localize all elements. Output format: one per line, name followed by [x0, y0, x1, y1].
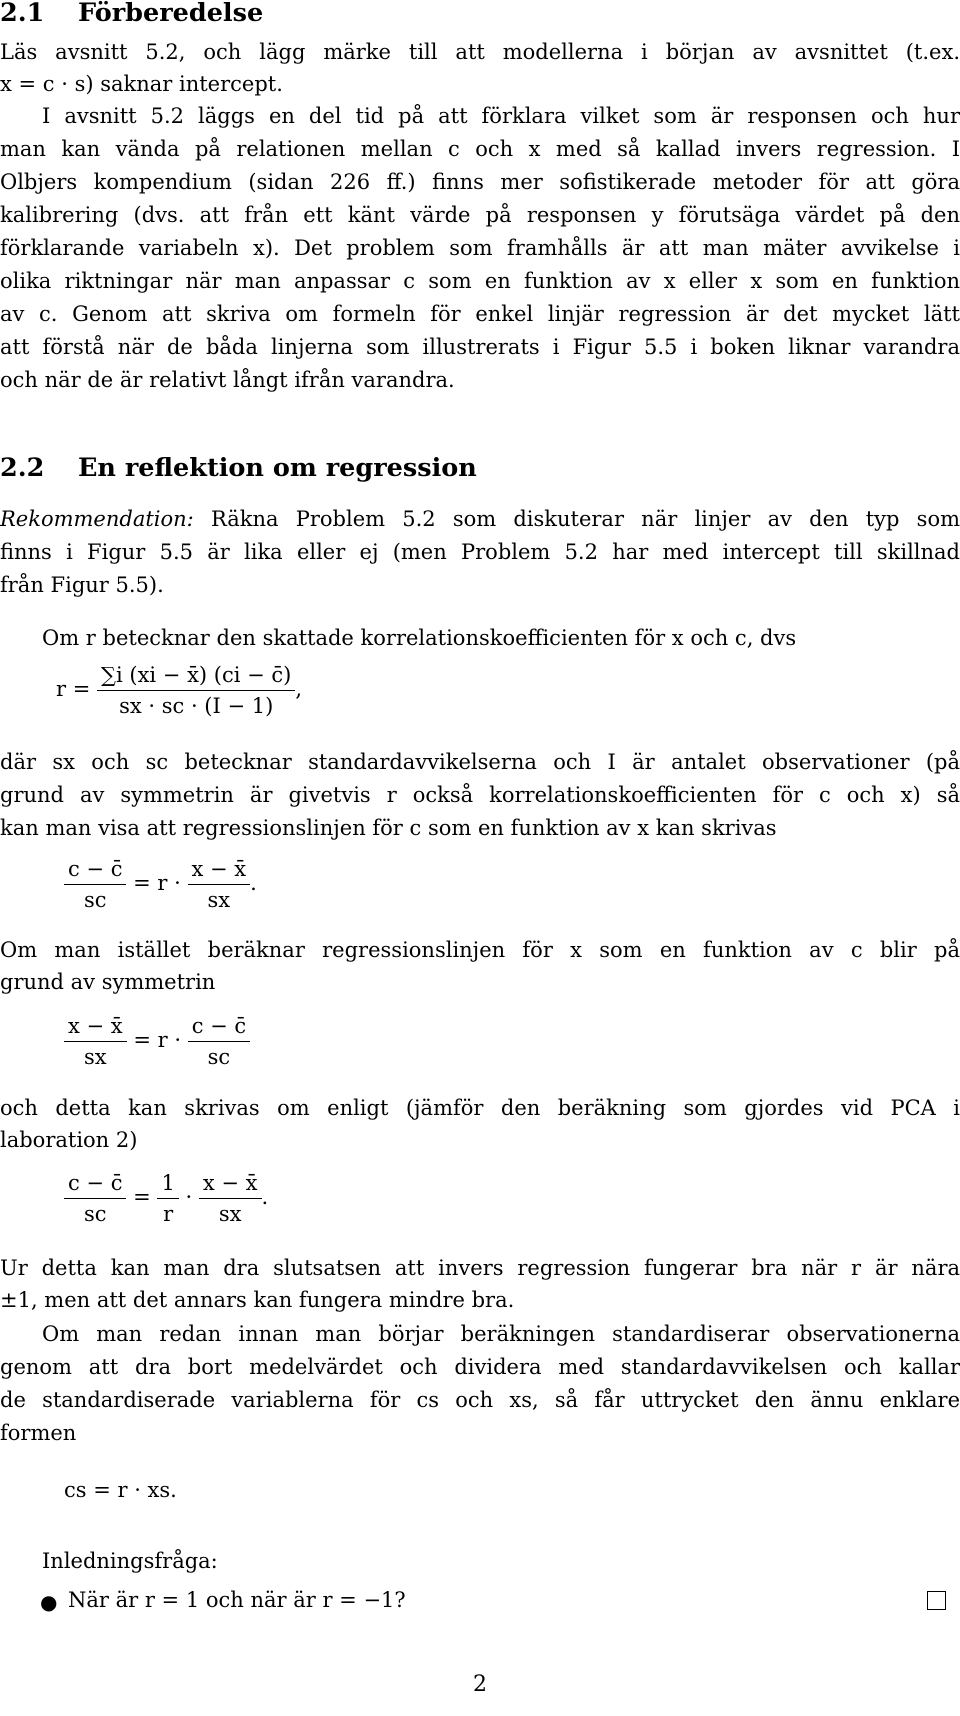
section-heading — [0, 453, 477, 483]
fraction — [188, 1011, 250, 1072]
text-line: Läs avsnitt 5.2, och lägg märke till att modellerna i början av avsnittet (t.ex. — [0, 40, 960, 64]
paragraph-conclusion-end — [0, 1284, 960, 1317]
text-line: de standardiserade variablerna för cs och xs, så får uttrycket den ännu enklare — [0, 1388, 960, 1412]
text-line: laboration 2) — [0, 1128, 138, 1152]
recommendation-label: Rekommendation: — [0, 507, 194, 531]
intro-paragraph — [0, 36, 960, 69]
equation-inverse — [64, 1168, 268, 1229]
fraction — [97, 660, 295, 721]
text-line: Om r betecknar den skattade korrelationskoefficienten för x och c, dvs — [42, 626, 797, 650]
equation-trail: , — [295, 677, 303, 701]
paragraph-definitions — [0, 746, 960, 812]
recommendation-paragraph-end — [0, 569, 960, 602]
fraction-numerator: x − x̄ — [188, 854, 251, 885]
fraction-denominator: sx — [218, 1202, 242, 1226]
fraction — [64, 1011, 127, 1072]
paragraph-inverse-regression-end — [0, 364, 960, 397]
fraction-denominator: sc — [207, 1045, 231, 1069]
text-line: Olbjers kompendium (sidan 226 ff.) finns mer sofistikerade metoder för att göra — [0, 170, 960, 194]
equation-regression-c — [64, 854, 257, 915]
equation-operator: = r · — [133, 871, 181, 895]
fraction — [64, 1168, 126, 1229]
page-number: 2 — [473, 1672, 487, 1697]
equation-operator: = r · — [133, 1028, 181, 1052]
section-heading — [0, 0, 263, 28]
fraction-denominator: sx — [84, 1045, 107, 1069]
text-line: finns i Figur 5.5 är lika eller ej (men Problem 5.2 har med intercept till skillnad — [0, 540, 960, 564]
text-line: och detta kan skrivas om enligt (jämför den beräkning som gjordes vid PCA i — [0, 1096, 960, 1120]
fraction-numerator: x − x̄ — [199, 1168, 262, 1199]
correlation-intro — [0, 622, 960, 655]
text-line: där sx och sc betecknar standardavvikelserna och I är antalet observationer (på — [0, 750, 960, 774]
fraction — [188, 854, 251, 915]
text-line: kalibrering (dvs. att från ett känt värde på responsen y förutsäga värdet på den — [0, 203, 960, 227]
equation-lhs: r = — [56, 677, 91, 701]
text-line: grund av symmetrin är givetvis r också korrelationskoefficienten för c och x) så — [0, 783, 960, 807]
fraction-numerator: c − c̄ — [64, 854, 126, 885]
text-line: I avsnitt 5.2 läggs en del tid på att förklara vilket som är responsen och hur — [42, 104, 960, 128]
text-line: x = c · s) saknar intercept. — [0, 72, 283, 96]
equation-text: cs = r · xs. — [64, 1478, 177, 1502]
intro-paragraph-end — [0, 68, 960, 101]
text-line: att förstå när de båda linjerna som illustrerats i Figur 5.5 i boken liknar varandra — [0, 335, 960, 359]
fraction-numerator: c − c̄ — [64, 1168, 126, 1199]
paragraph-conclusion — [0, 1252, 960, 1285]
fraction — [64, 854, 126, 915]
fraction-numerator: c − c̄ — [188, 1011, 250, 1042]
text-line: av c. Genom att skriva om formeln för enkel linjär regression är det mycket lätt — [0, 302, 960, 326]
fraction-denominator: sc — [83, 888, 107, 912]
paragraph-rewrite — [0, 1092, 960, 1125]
equation-trail: . — [250, 871, 257, 895]
text-line: Om man istället beräknar regressionslinjen för x som en funktion av c blir på — [0, 938, 960, 962]
equation-regression-x — [64, 1011, 250, 1072]
intro-question-label — [0, 1545, 960, 1578]
fraction-denominator: sx — [207, 888, 231, 912]
equation-correlation — [56, 660, 302, 721]
paragraph-inverse-regression — [0, 100, 960, 364]
equation-operator: = — [133, 1185, 151, 1209]
section-number: 2.2 — [0, 453, 45, 483]
paragraph-rewrite-end — [0, 1124, 960, 1157]
text-line: genom att dra bort medelvärdet och dividera med standardavvikelsen och kallar — [0, 1355, 960, 1379]
text-line: olika riktningar när man anpassar c som en funktion av x eller x som en funktion — [0, 269, 960, 293]
fraction — [157, 1168, 178, 1229]
paragraph-symmetry-end — [0, 966, 960, 999]
fraction — [199, 1168, 262, 1229]
text-line: förklarande variabeln x). Det problem som framhålls är att man mäter avvikelse i — [0, 236, 960, 260]
text-line: Rekommendation: Räkna Problem 5.2 som diskuterar när linjer av den typ som — [0, 507, 960, 531]
equation-trail: . — [261, 1185, 269, 1209]
equation-standardized — [64, 1478, 177, 1502]
text-line: Inledningsfråga: — [42, 1549, 218, 1573]
text-line: grund av symmetrin — [0, 970, 216, 994]
section-title: Förberedelse — [78, 0, 264, 28]
text-line: ±1, men att det annars kan fungera mindre bra. — [0, 1288, 515, 1312]
section-title: En reflektion om regression — [78, 453, 477, 483]
recommendation-paragraph — [0, 503, 960, 569]
fraction-numerator: x − x̄ — [64, 1011, 127, 1042]
fraction-denominator: sc — [83, 1202, 107, 1226]
answer-checkbox[interactable] — [927, 1591, 946, 1610]
question-item — [68, 1584, 768, 1617]
text-line: Om man redan innan man börjar beräkningen standardiserar observationerna — [42, 1322, 960, 1346]
question-text: När är r = 1 och när är r = −1? — [68, 1588, 406, 1612]
text-line: man kan vända på relationen mellan c och x med så kallad invers regression. I — [0, 137, 960, 161]
paragraph-definitions-end — [0, 812, 960, 845]
paragraph-standardize-end — [0, 1417, 960, 1450]
bullet-icon: ● — [40, 1590, 58, 1614]
text-line: Ur detta kan man dra slutsatsen att invers regression fungerar bra när r är nära — [0, 1256, 960, 1280]
text-line: och när de är relativt långt ifrån varandra. — [0, 368, 455, 392]
text-line: från Figur 5.5). — [0, 573, 164, 597]
text-line: formen — [0, 1421, 77, 1445]
fraction-numerator: ∑i (xi − x̄) (ci − c̄) — [97, 660, 295, 691]
fraction-denominator: sx · sc · (I − 1) — [119, 694, 274, 718]
paragraph-symmetry — [0, 934, 960, 967]
fraction-denominator: r — [163, 1202, 174, 1226]
paragraph-standardize — [0, 1318, 960, 1417]
fraction-numerator: 1 — [157, 1168, 178, 1199]
text-line: kan man visa att regressionslinjen för c som en funktion av x kan skrivas — [0, 816, 777, 840]
section-number: 2.1 — [0, 0, 45, 28]
equation-operator: · — [185, 1185, 193, 1209]
